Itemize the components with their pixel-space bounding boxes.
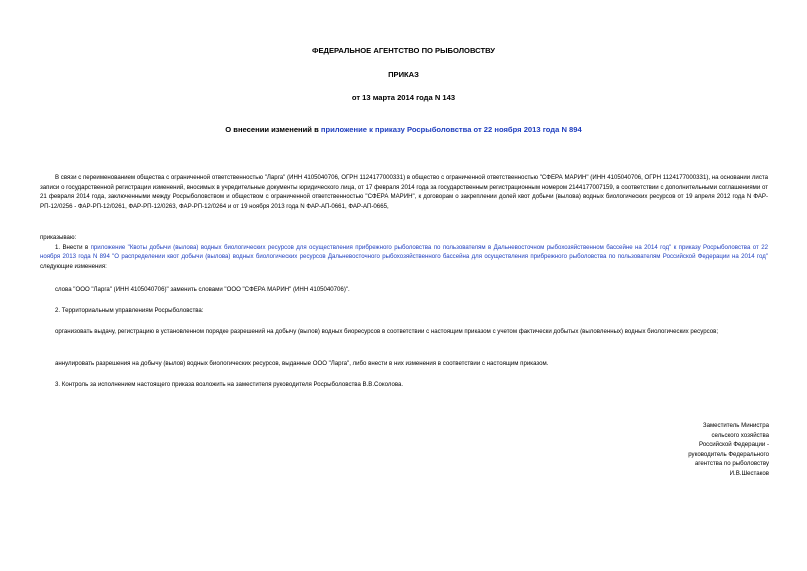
signature-line: руководитель Федерального	[688, 450, 769, 458]
item-1-prefix: 1. Внести в	[55, 243, 91, 251]
signature-line: Заместитель Министра	[702, 422, 769, 429]
order-block	[40, 233, 768, 271]
item-3-paragraph: 3. Контроль за исполнением настоящего приказа возложить на заместителя руководителя Росрыболовства В.В.Соколова.	[55, 381, 404, 388]
agency-title: ФЕДЕРАЛЬНОЕ АГЕНТСТВО ПО РЫБОЛОВСТВУ	[312, 46, 495, 55]
document-type: ПРИКАЗ	[388, 70, 419, 79]
signatory-name: И.В.Шестаков	[729, 469, 769, 477]
item-2-paragraph: 2. Территориальным управлениям Росрыболовства:	[55, 307, 204, 314]
signature-line: агентства по рыболовству	[694, 460, 769, 468]
replace-paragraph: слова "ООО "Ларга" (ИНН 4105040706)" заменить словами "ООО "СФЕРА МАРИН" (ИНН 4105040706)".	[55, 286, 350, 293]
subject-prefix: О внесении изменений в	[225, 125, 321, 134]
item-1-paragraph	[40, 243, 768, 272]
order-word: приказываю:	[40, 234, 77, 241]
signature-line: Российской Федерации -	[699, 441, 769, 449]
item-1-suffix: следующие изменения:	[40, 262, 107, 270]
annul-paragraph: аннулировать разрешения на добычу (вылов) водных биологических ресурсов, выданные ООО "Ларга", либо внести в них изменения в соответствии с настоящим приказом.	[55, 360, 549, 367]
order-subject	[0, 125, 807, 134]
organize-paragraph: организовать выдачу, регистрацию в установленном порядке разрешений на добычу (вылов) водных биоресурсов в соответствии с настоящим приказом с учетом фактически добытых (выловленных) водных биологических ресурсов;	[55, 328, 719, 335]
subject-link[interactable]: приложение к приказу Росрыболовства от 22 ноября 2013 года N 894	[320, 125, 582, 134]
order-date-number: от 13 марта 2014 года N 143	[351, 93, 456, 102]
intro-paragraph: В связи с переименованием общества с ограниченной ответственностью "Ларга" (ИНН 4105040706, ОГРН 1124177000331) в общество с ограниченной ответственностью "СФЕРА МАРИН" (ИНН 4105040706, ОГРН 1124177000331), на основании листа записи о государственной регистрации изменений, вносимых в учредительные документы юридического лица, от 17 февраля 2014 года за государственным регистрационным номером 2144177007159, в соответствии с дополнительными соглашениями от 21 февраля 2014 года, заключенными между Росрыболовством и обществом с ограниченной ответственностью "СФЕРА МАРИН", к договорам о закреплении долей квот добычи (вылова) водных биологических ресурсов от 19 апреля 2012 года N ФАР-РП-12/0256 - ФАР-РП-12/0261, ФАР-РП-12/0263, ФАР-РП-12/0264 и от 19 ноября 2013 года N ФАР-АП-0661, ФАР-АП-0665,	[40, 174, 768, 210]
signature-block	[569, 421, 769, 479]
item-1-link[interactable]: приложение "Квоты добычи (вылова) водных биологических ресурсов для осуществления прибрежного рыболовства по пользователям в Дальневосточном рыбохозяйственном бассейне на 2014 год" к приказу Росрыболовства от 22 ноября 2013 года N 894 "О распределении квот добычи (вылова) водных биологических ресурсов Дальневосточного рыбохозяйственного бассейна для осуществления прибрежного рыболовства по пользователям Российской Федерации на 2014 год"	[40, 243, 768, 261]
signature-line: сельского хозяйства	[711, 431, 769, 439]
